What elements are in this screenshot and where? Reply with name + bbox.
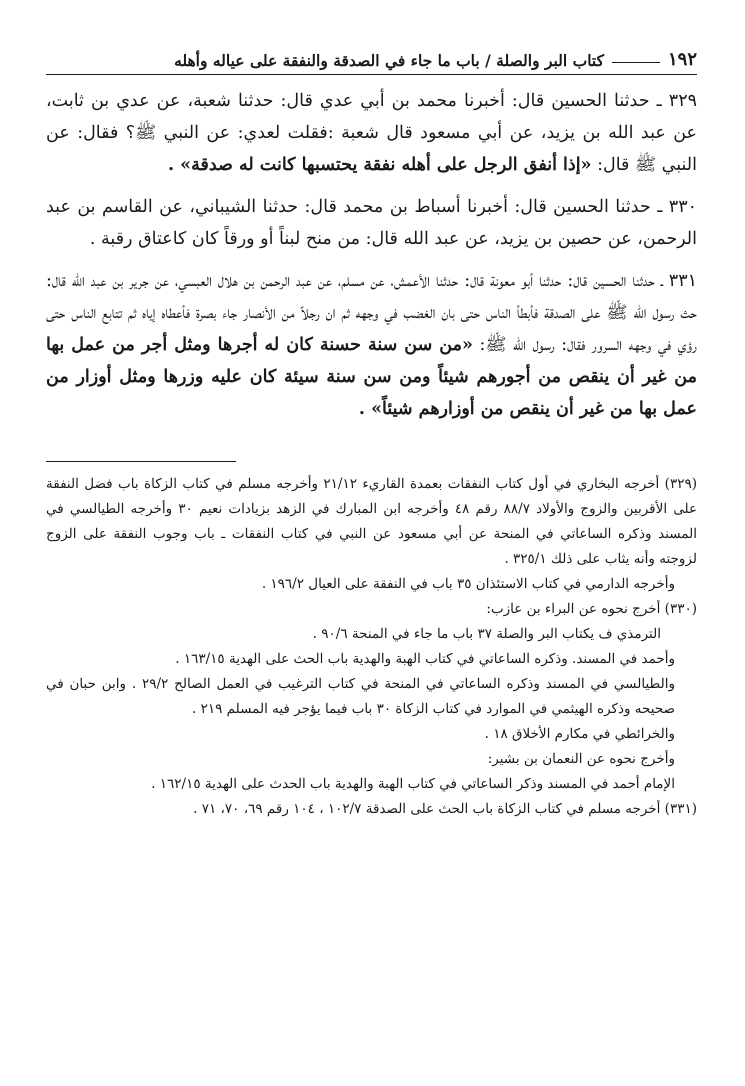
footnotes	[46, 472, 697, 822]
footnote: (٣٢٩) أخرجه البخاري في أول كتاب النفقات بعمدة القاريء ٢١/١٢ وأخرجه مسلم في كتاب الزكاة باب فضل النفقة على الأقربين والزوج والأولاد ٨٨/٧ رقم ٤٨ وأخرجه ابن المبارك في الزهد بزيادات نعيم ٣٠ وأخرجه الطيالسي في المسند وذكره الساعاتي في المنحة عن أبي مسعود عن النبي في كتاب النفقات ـ باب وجوب النفقة على الزوج لزوجته وأنه يثاب على ذلك ٣٢٥/١ .	[46, 476, 697, 567]
footnote: وأخرج نحوه عن النعمان بن بشير:	[487, 751, 675, 767]
header-rule	[46, 74, 697, 75]
footnote: الترمذي ف يكتاب البر والصلة ٣٧ باب ما جاء في المنحة ٩٠/٦ .	[312, 626, 661, 642]
footnote: والطيالسي في المسند وذكره الساعاتي في المنحة في كتاب الترغيب في العمل الصالح ٢٩/٢ . وابن حبان في صحيحه وذكره الهيثمي في الموارد في كتاب الزكاة ٣٠ باب فيما يؤجر فيه المسلم ٢١٩ .	[46, 676, 675, 717]
hadith-chain: ٣٢٩ ـ حدثنا الحسين قال: أخبرنا محمد بن أبي عدي قال: حدثنا شعبة، عن عدي بن ثابت، عن عبد الله بن يزيد، عن أبي مسعود قال شعبة :فقلت لعدي: عن النبي ﷺ؟ فقال: عن النبي ﷺ قال:	[46, 91, 697, 175]
footnote: (٣٣٠) أخرج نحوه عن البراء بن عازب:	[486, 601, 697, 617]
main-text	[46, 85, 697, 425]
footnote-separator	[46, 461, 236, 462]
footnote: الإمام أحمد في المسند وذكر الساعاتي في كتاب الهبة والهدية باب الحدث على الهدية ١٦٢/١٥ .	[151, 776, 675, 792]
running-title: كتاب البر والصلة / باب ما جاء في الصدقة والنفقة على عياله وأهله	[174, 51, 604, 70]
footnote: وأخرجه الدارمي في كتاب الاستئذان ٣٥ باب في النفقة على العيال ١٩٦/٢ .	[261, 576, 675, 592]
hadith-chain: ٣٣١ ـ حدثنا الحسين قال: حدثنا أبو معونة قال: حدثنا الأعمش، عن مسلم، عن عبد الرحمن بن هلال العبسي، عن جرير بن عبد الله قال: حث رسول الله ﷺ على الصدقة فأبطأ الناس حتى بان الغضب في وجهه ثم ان رجلاً من الأنصار جاء بصرة فأعطاه إياه ثم تتابع الناس حتى رؤي في وجهه السرور فقال: رسول الله ﷺ:	[46, 271, 697, 355]
hadith-quote: «إذا أنفق الرجل على أهله نفقة يحتسبها كانت له صدقة» .	[167, 155, 592, 175]
hadith-paragraph	[46, 191, 697, 255]
hadith-chain: ٣٣٠ ـ حدثنا الحسين قال: أخبرنا أسباط بن محمد قال: حدثنا الشيباني، عن القاسم بن عبد الرحمن، عن حصين بن يزيد، عن عبد الله قال: من منح لبناً أو ورقاً كان كاعتاق رقبة .	[46, 197, 697, 249]
footnote: والخرائطي في مكارم الأخلاق ١٨ .	[484, 726, 675, 742]
header-dash	[612, 62, 660, 63]
footnote: (٣٣١) أخرجه مسلم في كتاب الزكاة باب الحث على الصدقة ١٠٢/٧ ، ١٠٤ رقم ٦٩، ٧٠، ٧١ .	[193, 801, 697, 817]
footnote: وأحمد في المسند. وذكره الساعاتي في كتاب الهبة والهدية باب الحث على الهدية ١٦٣/١٥ .	[175, 651, 675, 667]
hadith-paragraph	[46, 85, 697, 181]
page-number: ١٩٢	[667, 49, 697, 70]
hadith-quote: «من سن سنة حسنة كان له أجرها ومثل أجر من عمل بها من غير أن ينقص من أجورهم شيئاً ومن سن سنة سيئة كان عليه وزرها ومثل أوزار من عمل بها من غير أن ينقص من أوزارهم شيئاً» .	[46, 335, 697, 419]
hadith-paragraph	[46, 265, 697, 425]
page-header	[46, 40, 697, 70]
